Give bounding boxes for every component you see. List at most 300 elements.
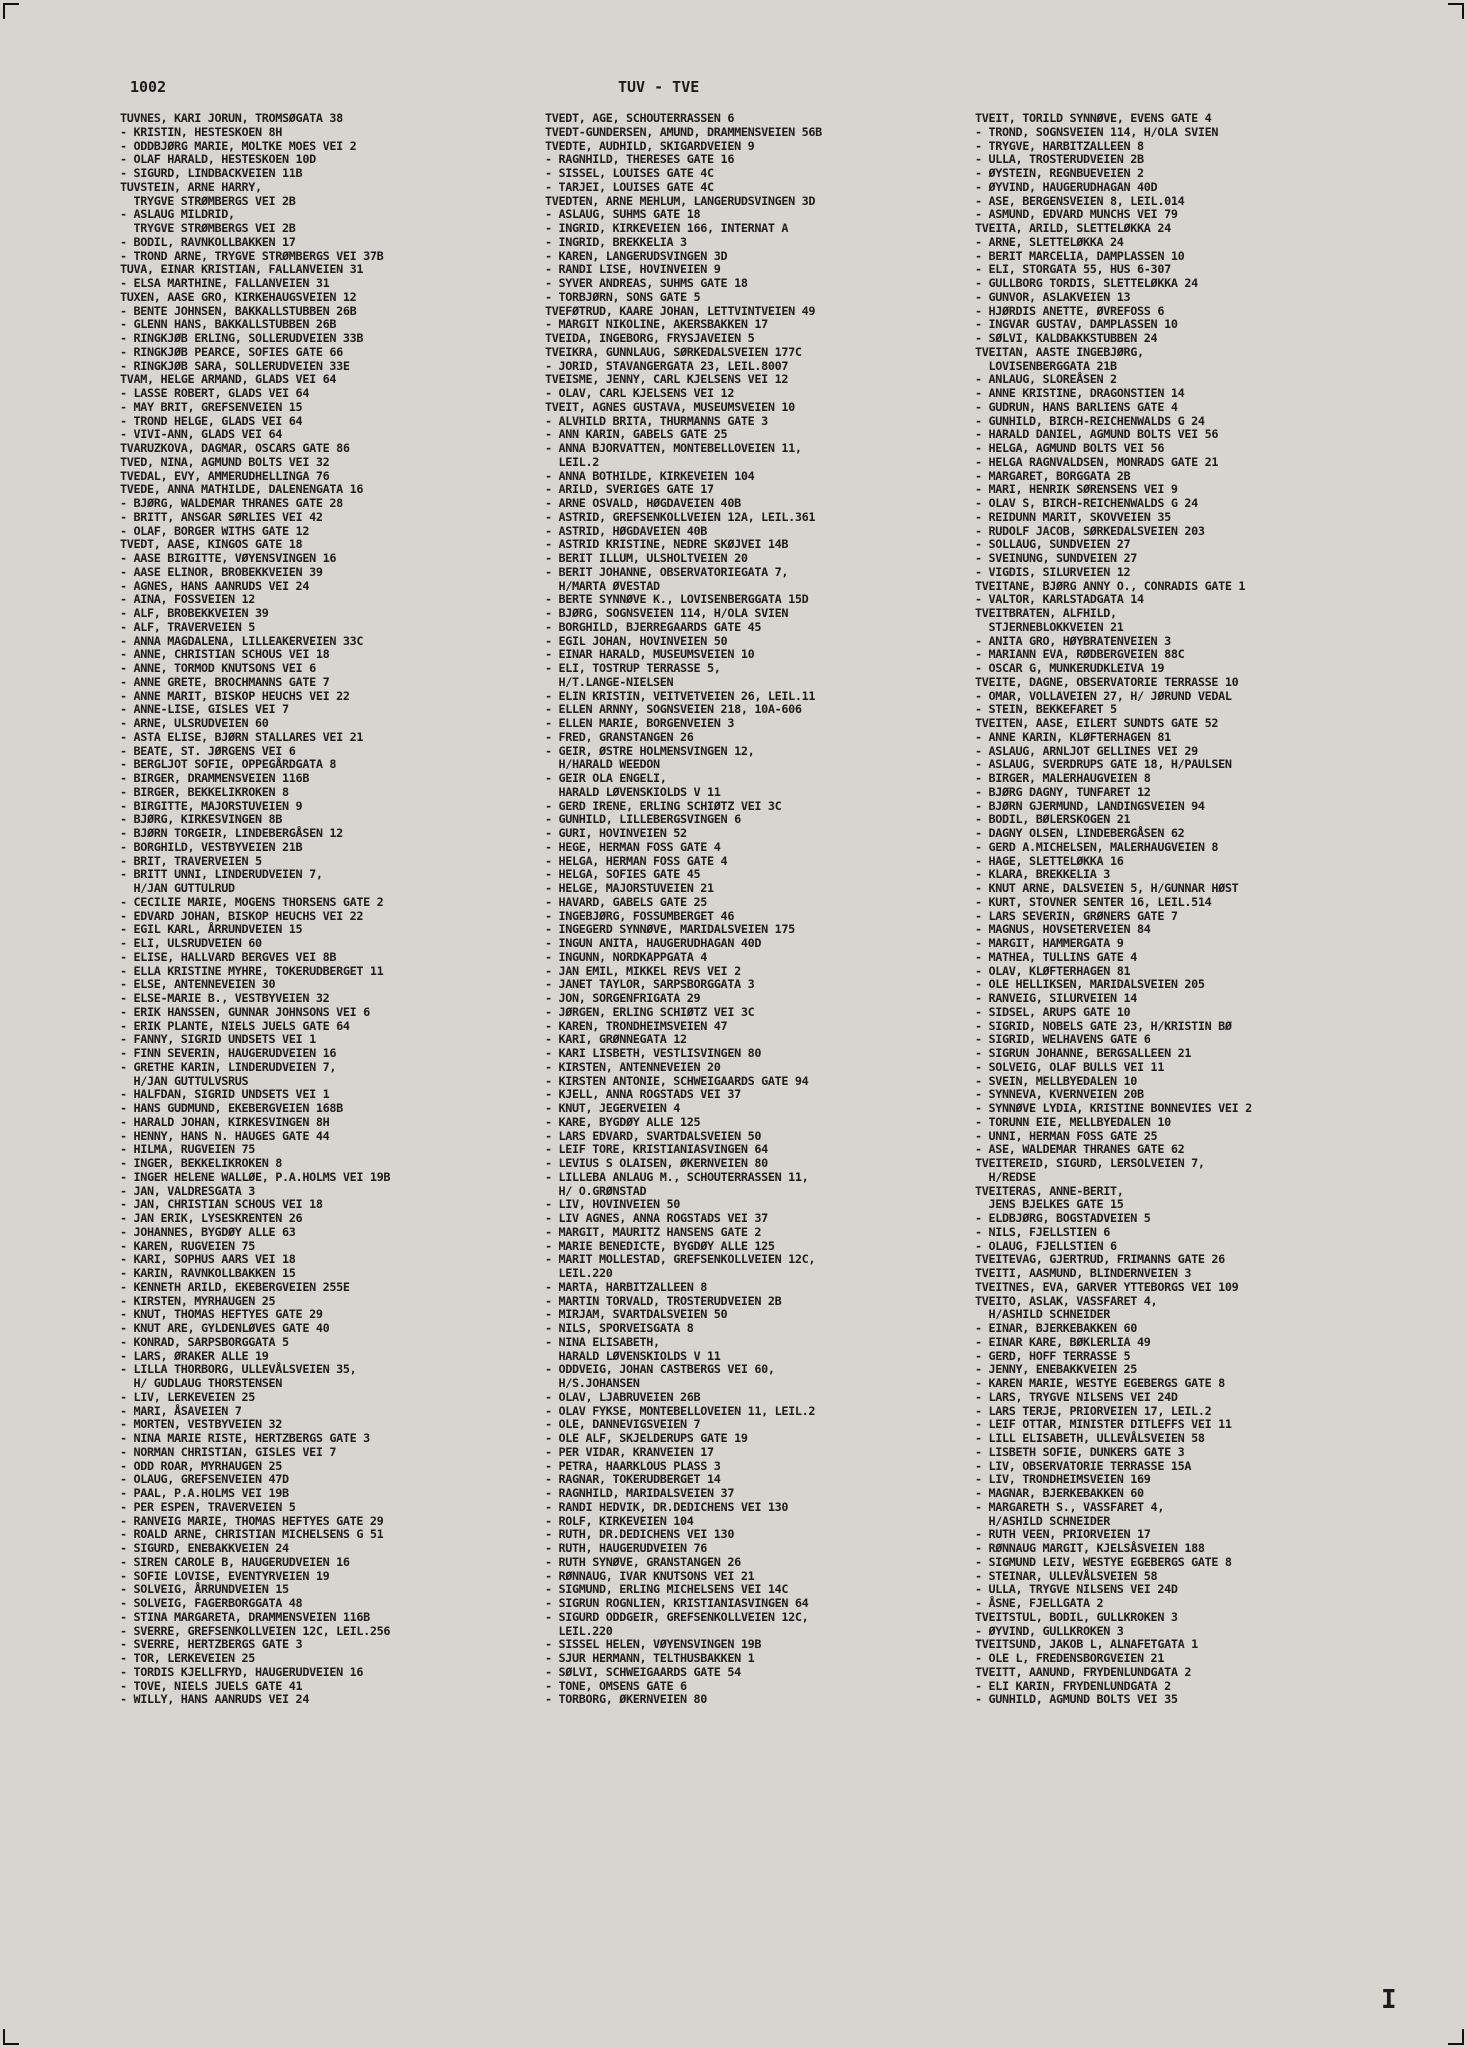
directory-entry: - KARI, SOPHUS AARS VEI 18 bbox=[120, 1252, 296, 1267]
directory-entry: - HELGA, HERMAN FOSS GATE 4 bbox=[545, 853, 728, 868]
directory-entry: - HELGE, MAJORSTUVEIEN 21 bbox=[545, 881, 714, 895]
directory-entry: - BERIT MARCELIA, DAMPLASSEN 10 bbox=[975, 248, 1185, 263]
directory-entry: - OLAV, LJABRUVEIEN 26B bbox=[545, 1389, 701, 1404]
directory-entry: H/ GUDLAUG THORSTENSEN bbox=[120, 1376, 283, 1390]
directory-entry: - ARNE, ULSRUDVEIEN 60 bbox=[120, 716, 269, 730]
directory-entry: - MARGARETH S., VASSFARET 4, bbox=[975, 1499, 1165, 1514]
directory-entry: - HEGE, HERMAN FOSS GATE 4 bbox=[545, 839, 721, 854]
directory-entry: - OLAF HARALD, HESTESKOEN 10D bbox=[120, 152, 316, 167]
directory-entry: - VIGDIS, SILURVEIEN 12 bbox=[975, 564, 1131, 579]
directory-entry: - SYNNØVE LYDIA, KRISTINE BONNEVIES VEI 2 bbox=[975, 1101, 1252, 1115]
directory-entry: - HENNY, HANS N. HAUGES GATE 44 bbox=[120, 1128, 330, 1143]
directory-entry: - HELGA, AGMUND BOLTS VEI 56 bbox=[975, 441, 1165, 455]
directory-entry: - LARS EDVARD, SVARTDALSVEIEN 50 bbox=[545, 1128, 762, 1143]
directory-entry: - GUDRUN, HANS BARLIENS GATE 4 bbox=[975, 399, 1178, 414]
directory-entry: - RAGNHILD, MARIDALSVEIEN 37 bbox=[545, 1486, 735, 1500]
directory-entry: - RINGKJØB ERLING, SOLLERUDVEIEN 33B bbox=[120, 331, 364, 345]
directory-entry: - TORBJØRN, SONS GATE 5 bbox=[545, 289, 701, 304]
directory-entry: - OLAUG, GREFSENVEIEN 47D bbox=[120, 1472, 289, 1487]
directory-entry: - RAGNAR, TOKERUDBERGET 14 bbox=[545, 1472, 721, 1487]
directory-entry: TUXEN, AASE GRO, KIRKEHAUGSVEIEN 12 bbox=[120, 289, 357, 304]
directory-entry: - ELLA KRISTINE MYHRE, TOKERUDBERGET 11 bbox=[120, 963, 384, 978]
directory-entry: - BENTE JOHNSEN, BAKKALLSTUBBEN 26B bbox=[120, 303, 357, 318]
directory-entry: - ROALD ARNE, CHRISTIAN MICHELSENS G 51 bbox=[120, 1527, 384, 1542]
directory-entry: - NORMAN CHRISTIAN, GISLES VEI 7 bbox=[120, 1444, 337, 1459]
directory-entry: TVEDT, AASE, KINGOS GATE 18 bbox=[120, 537, 303, 552]
directory-entry: - NILS, SPORVEISGATA 8 bbox=[545, 1321, 694, 1335]
directory-entry: - ANITA GRO, HØYBRATENVEIEN 3 bbox=[975, 633, 1171, 648]
directory-entry: H/JAN GUTTULRUD bbox=[120, 881, 235, 895]
directory-entry: - NINA ELISABETH, bbox=[545, 1334, 660, 1349]
directory-entry: - SIGURD, ENEBAKKVEIEN 24 bbox=[120, 1541, 289, 1555]
directory-entry: - SIGRUN ROGNLIEN, KRISTIANIASVINGEN 64 bbox=[545, 1596, 809, 1610]
directory-entry: - WILLY, HANS AANRUDS VEI 24 bbox=[120, 1692, 310, 1707]
directory-entry: - BORGHILD, BJERREGAARDS GATE 45 bbox=[545, 619, 762, 634]
directory-entry: - HARALD JOHAN, KIRKESVINGEN 8H bbox=[120, 1114, 330, 1129]
directory-entry: - JAN, CHRISTIAN SCHOUS VEI 18 bbox=[120, 1197, 323, 1212]
directory-entry: TUVNES, KARI JORUN, TROMSØGATA 38 bbox=[120, 111, 343, 125]
directory-entry: TVEITT, AANUND, FRYDENLUNDGATA 2 bbox=[975, 1664, 1192, 1679]
directory-entry: TVEITNES, EVA, GARVER YTTEBORGS VEI 109 bbox=[975, 1279, 1239, 1294]
directory-entry: TVEIT, AGNES GUSTAVA, MUSEUMSVEIEN 10 bbox=[545, 399, 795, 414]
directory-entry: - FRED, GRANSTANGEN 26 bbox=[545, 729, 694, 744]
directory-entry: - SVERRE, GREFSENKOLLVEIEN 12C, LEIL.256 bbox=[120, 1623, 391, 1638]
directory-entry: - ANNE KRISTINE, DRAGONSTIEN 14 bbox=[975, 386, 1185, 400]
directory-entry: - ELI, TOSTRUP TERRASSE 5, bbox=[545, 661, 721, 675]
directory-entry: - BERGLJOT SOFIE, OPPEGÅRDGATA 8 bbox=[120, 757, 337, 772]
directory-entry: - KIRSTEN, ANTENNEVEIEN 20 bbox=[545, 1059, 721, 1074]
directory-entry: - JON, SORGENFRIGATA 29 bbox=[545, 991, 701, 1005]
directory-entry: - SYVER ANDREAS, SUHMS GATE 18 bbox=[545, 276, 748, 290]
directory-entry: - LEIF TORE, KRISTIANIASVINGEN 64 bbox=[545, 1142, 768, 1157]
directory-entry: - RUTH, DR.DEDICHENS VEI 130 bbox=[545, 1527, 735, 1542]
directory-entry: - JENNY, ENEBAKKVEIEN 25 bbox=[975, 1362, 1138, 1377]
directory-entry: - OMAR, VOLLAVEIEN 27, H/ JØRUND VEDAL bbox=[975, 688, 1232, 703]
directory-entry: TVAM, HELGE ARMAND, GLADS VEI 64 bbox=[120, 372, 337, 387]
directory-entry: HARALD LØVENSKIOLDS V 11 bbox=[545, 1348, 721, 1363]
directory-entry: - BIRGER, MALERHAUGVEIEN 8 bbox=[975, 771, 1151, 785]
directory-entry: TVEITEREID, SIGURD, LERSOLVEIEN 7, bbox=[975, 1156, 1205, 1170]
directory-entry: - LIV, LERKEVEIEN 25 bbox=[120, 1389, 256, 1404]
directory-entry: LEIL.220 bbox=[545, 1266, 613, 1280]
directory-entry: - REIDUNN MARIT, SKOVVEIEN 35 bbox=[975, 509, 1171, 524]
directory-entry: - HALFDAN, SIGRID UNDSETS VEI 1 bbox=[120, 1087, 330, 1102]
directory-entry: - ASTRID, HØGDAVEIEN 40B bbox=[545, 523, 708, 538]
directory-entry: - ARNE, SLETTELØKKA 24 bbox=[975, 234, 1124, 249]
directory-entry: - ODDVEIG, JOHAN CASTBERGS VEI 60, bbox=[545, 1362, 775, 1377]
directory-entry: - AGNES, HANS AANRUDS VEI 24 bbox=[120, 578, 310, 593]
directory-entry: - ODDBJØRG MARIE, MOLTKE MOES VEI 2 bbox=[120, 138, 357, 153]
directory-entry: - SOLLAUG, SUNDVEIEN 27 bbox=[975, 537, 1131, 552]
directory-entry: - MARTA, HARBITZALLEEN 8 bbox=[545, 1279, 708, 1294]
directory-entry: - AASE ELINOR, BROBEKKVEIEN 39 bbox=[120, 564, 323, 579]
directory-entry: - ÅSNE, FJELLGATA 2 bbox=[975, 1596, 1104, 1610]
directory-entry: - NINA MARIE RISTE, HERTZBERGS GATE 3 bbox=[120, 1431, 370, 1445]
directory-entry: STJERNEBLOKKVEIEN 21 bbox=[975, 619, 1124, 634]
directory-entry: - MARGIT NIKOLINE, AKERSBAKKEN 17 bbox=[545, 317, 768, 332]
directory-entry: - CECILIE MARIE, MOGENS THORSENS GATE 2 bbox=[120, 894, 384, 909]
directory-entry: - SIGURD ODDGEIR, GREFSENKOLLVEIEN 12C, bbox=[545, 1609, 809, 1624]
directory-entry: - HAVARD, GABELS GATE 25 bbox=[545, 894, 708, 909]
directory-entry: - ELSE-MARIE B., VESTBYVEIEN 32 bbox=[120, 991, 330, 1005]
directory-entry: - STEIN, BEKKEFARET 5 bbox=[975, 702, 1117, 717]
directory-entry: - GUNHILD, LILLEBERGSVINGEN 6 bbox=[545, 812, 741, 827]
directory-entry: - MARGARET, BORGGATA 2B bbox=[975, 468, 1131, 483]
page-number: 1002 bbox=[130, 78, 167, 96]
directory-entry: - HELGA RAGNVALDSEN, MONRADS GATE 21 bbox=[975, 454, 1219, 469]
directory-entry: - INGER HELENE WALLØE, P.A.HOLMS VEI 19B bbox=[120, 1169, 391, 1184]
directory-entry: - ASLAUG, SUHMS GATE 18 bbox=[545, 207, 701, 222]
directory-entry: - LILL ELISABETH, ULLEVÅLSVEIEN 58 bbox=[975, 1431, 1205, 1445]
directory-entry: - TORDIS KJELLFRYD, HAUGERUDVEIEN 16 bbox=[120, 1664, 364, 1679]
directory-entry: - TROND HELGE, GLADS VEI 64 bbox=[120, 413, 303, 428]
directory-entry: - MARGIT, MAURITZ HANSENS GATE 2 bbox=[545, 1224, 762, 1239]
directory-entry: - TROND, SOGNSVEIEN 114, H/OLA SVIEN bbox=[975, 124, 1219, 139]
directory-entry: - SOFIE LOVISE, EVENTYRVEIEN 19 bbox=[120, 1568, 330, 1583]
directory-entry: - BRITT, ANSGAR SØRLIES VEI 42 bbox=[120, 509, 323, 524]
directory-entry: LOVISENBERGGATA 21B bbox=[975, 358, 1117, 373]
directory-entry: - VALTOR, KARLSTADGATA 14 bbox=[975, 592, 1144, 607]
directory-entry: - GEIR OLA ENGELI, bbox=[545, 771, 667, 785]
directory-entry: TVEITAN, AASTE INGEBJØRG, bbox=[975, 344, 1144, 359]
directory-entry: - BIRGITTE, MAJORSTUVEIEN 9 bbox=[120, 798, 303, 813]
directory-entry: TVEITEN, AASE, EILERT SUNDTS GATE 52 bbox=[975, 716, 1219, 730]
directory-entry: - JØRGEN, ERLING SCHIØTZ VEI 3C bbox=[545, 1004, 755, 1019]
directory-entry: TVEITO, ASLAK, VASSFARET 4, bbox=[975, 1293, 1158, 1308]
directory-entry: - KARI, GRØNNEGATA 12 bbox=[545, 1032, 687, 1047]
directory-entry: - GULLBORG TORDIS, SLETTELØKKA 24 bbox=[975, 276, 1198, 290]
directory-entry: - KARE, BYGDØY ALLE 125 bbox=[545, 1114, 701, 1129]
directory-entry: - KLARA, BREKKELIA 3 bbox=[975, 867, 1111, 882]
directory-entry: - GEIR, ØSTRE HOLMENSVINGEN 12, bbox=[545, 743, 755, 758]
directory-entry: - RANDI LISE, HOVINVEIEN 9 bbox=[545, 262, 721, 277]
directory-entry: TVEIKRA, GUNNLAUG, SØRKEDALSVEIEN 177C bbox=[545, 344, 802, 359]
directory-entry: - RANVEIG MARIE, THOMAS HEFTYES GATE 29 bbox=[120, 1513, 384, 1528]
directory-entry: - ELSA MARTHINE, FALLANVEIEN 31 bbox=[120, 276, 330, 290]
directory-entry: LEIL.220 bbox=[545, 1623, 613, 1638]
directory-entry: - SIGMUND, ERLING MICHELSENS VEI 14C bbox=[545, 1582, 789, 1597]
directory-entry: - KAREN, TRONDHEIMSVEIEN 47 bbox=[545, 1018, 728, 1033]
directory-entry: - UNNI, HERMAN FOSS GATE 25 bbox=[975, 1128, 1158, 1143]
directory-entry: - ELIN KRISTIN, VEITVETVEIEN 26, LEIL.11 bbox=[545, 688, 816, 703]
directory-entry: TVEDTEN, ARNE MEHLUM, LANGERUDSVINGEN 3D bbox=[545, 193, 816, 208]
directory-entry: - BODIL, BØLERSKOGEN 21 bbox=[975, 812, 1131, 827]
directory-entry: - RUTH VEEN, PRIORVEIEN 17 bbox=[975, 1527, 1151, 1542]
directory-entry: - PETRA, HAARKLOUS PLASS 3 bbox=[545, 1458, 721, 1473]
directory-entry: H/HARALD WEEDON bbox=[545, 757, 660, 772]
directory-entry: - INGEGERD SYNNØVE, MARIDALSVEIEN 175 bbox=[545, 922, 795, 937]
directory-entry: - KNUT ARNE, DALSVEIEN 5, H/GUNNAR HØST bbox=[975, 881, 1239, 895]
directory-entry: - KONRAD, SARPSBORGGATA 5 bbox=[120, 1334, 289, 1349]
directory-entry: - SVERRE, HERTZBERGS GATE 3 bbox=[120, 1637, 303, 1652]
directory-entry: - RANDI HEDVIK, DR.DEDICHENS VEI 130 bbox=[545, 1499, 789, 1514]
directory-entry: - LARS SEVERIN, GRØNERS GATE 7 bbox=[975, 908, 1178, 923]
directory-entry: - OLE, DANNEVIGSVEIEN 7 bbox=[545, 1417, 701, 1432]
directory-entry: - HILMA, RUGVEIEN 75 bbox=[120, 1142, 256, 1157]
directory-entry: - ANNA BOTHILDE, KIRKEVEIEN 104 bbox=[545, 468, 755, 483]
directory-entry: - ARILD, SVERIGES GATE 17 bbox=[545, 482, 714, 497]
directory-entry: TRYGVE STRØMBERGS VEI 2B bbox=[120, 221, 296, 235]
directory-entry: - RINGKJØB PEARCE, SOFIES GATE 66 bbox=[120, 344, 343, 359]
directory-entry: - PER ESPEN, TRAVERVEIEN 5 bbox=[120, 1499, 296, 1514]
directory-entry: - TORBORG, ØKERNVEIEN 80 bbox=[545, 1692, 708, 1707]
directory-entry: TVEITANE, BJØRG ANNY O., CONRADIS GATE 1 bbox=[975, 578, 1246, 593]
directory-entry: - SISSEL HELEN, VØYENSVINGEN 19B bbox=[545, 1637, 762, 1652]
directory-column-1 bbox=[120, 112, 540, 1707]
directory-entry: - TOR, LERKEVEIEN 25 bbox=[120, 1651, 256, 1665]
directory-entry: TVEISME, JENNY, CARL KJELSENS VEI 12 bbox=[545, 372, 789, 387]
directory-entry: - BERTE SYNNØVE K., LOVISENBERGGATA 15D bbox=[545, 592, 809, 607]
directory-entry: - LARS, ØRAKER ALLE 19 bbox=[120, 1348, 269, 1363]
directory-entry: TVEITSUND, JAKOB L, ALNAFETGATA 1 bbox=[975, 1637, 1198, 1652]
directory-entry: - HAGE, SLETTELØKKA 16 bbox=[975, 853, 1124, 868]
directory-entry: - GLENN HANS, BAKKALLSTUBBEN 26B bbox=[120, 317, 337, 332]
directory-entry: - LASSE ROBERT, GLADS VEI 64 bbox=[120, 386, 310, 400]
directory-entry: - SIGURD, LINDBACKVEIEN 11B bbox=[120, 166, 303, 180]
directory-entry: - SVEIN, MELLBYEDALEN 10 bbox=[975, 1073, 1138, 1088]
directory-entry: - LIV, TRONDHEIMSVEIEN 169 bbox=[975, 1472, 1151, 1487]
directory-entry: - INGER, BEKKELIKROKEN 8 bbox=[120, 1156, 283, 1170]
directory-entry: - BJØRN TORGEIR, LINDEBERGÅSEN 12 bbox=[120, 826, 343, 840]
directory-entry: - SIGRUN JOHANNE, BERGSALLEEN 21 bbox=[975, 1046, 1192, 1060]
directory-entry: - KNUT ARE, GYLDENLØVES GATE 40 bbox=[120, 1321, 330, 1335]
directory-entry: - ANNE, TORMOD KNUTSONS VEI 6 bbox=[120, 661, 316, 675]
directory-entry: - MARIT MOLLESTAD, GREFSENKOLLVEIEN 12C, bbox=[545, 1252, 816, 1267]
directory-entry: - EINAR KARE, BØKLERLIA 49 bbox=[975, 1334, 1151, 1349]
directory-entry: TVEITERAS, ANNE-BERIT, bbox=[975, 1183, 1124, 1198]
directory-entry: - GURI, HOVINVEIEN 52 bbox=[545, 826, 687, 840]
directory-entry: TVEITI, AASMUND, BLINDERNVEIEN 3 bbox=[975, 1266, 1192, 1280]
directory-entry: TVEDAL, EVY, AMMERUDHELLINGA 76 bbox=[120, 468, 330, 483]
directory-entry: - SOLVEIG, OLAF BULLS VEI 11 bbox=[975, 1059, 1165, 1074]
directory-entry: - SIGMUND LEIV, WESTYE EGEBERGS GATE 8 bbox=[975, 1554, 1232, 1569]
directory-entry: - MARI, ÅSAVEIEN 7 bbox=[120, 1403, 242, 1418]
directory-entry: - MARI, HENRIK SØRENSENS VEI 9 bbox=[975, 482, 1178, 497]
directory-entry: - OLE L, FREDENSBORGVEIEN 21 bbox=[975, 1651, 1165, 1665]
directory-entry: - KRISTIN, HESTESKOEN 8H bbox=[120, 124, 283, 139]
directory-entry: - TOVE, NIELS JUELS GATE 41 bbox=[120, 1678, 303, 1693]
directory-entry: - SOLVEIG, FAGERBORGGATA 48 bbox=[120, 1596, 303, 1610]
directory-entry: - HJØRDIS ANETTE, ØVREFOSS 6 bbox=[975, 303, 1165, 318]
directory-entry: - RUDOLF JACOB, SØRKEDALSVEIEN 203 bbox=[975, 523, 1205, 538]
directory-entry: - MARIANN EVA, RØDBERGVEIEN 88C bbox=[975, 647, 1185, 662]
directory-entry: - ERIK HANSSEN, GUNNAR JOHNSONS VEI 6 bbox=[120, 1004, 370, 1019]
directory-entry: - ALF, TRAVERVEIEN 5 bbox=[120, 619, 256, 634]
directory-entry: - ULLA, TROSTERUDVEIEN 2B bbox=[975, 152, 1144, 167]
directory-entry: - ANNE GRETE, BROCHMANNS GATE 7 bbox=[120, 674, 330, 689]
directory-entry: - INGUNN, NORDKAPPGATA 4 bbox=[545, 949, 708, 964]
directory-entry: - LIV, OBSERVATORIE TERRASSE 15A bbox=[975, 1458, 1192, 1473]
directory-entry: - GERD A.MICHELSEN, MALERHAUGVEIEN 8 bbox=[975, 839, 1219, 854]
directory-column-3 bbox=[975, 112, 1395, 1707]
directory-entry: - ELSE, ANTENNEVEIEN 30 bbox=[120, 977, 276, 992]
directory-entry: - SIGRID, NOBELS GATE 23, H/KRISTIN BØ bbox=[975, 1018, 1232, 1033]
directory-entry: - SVEINUNG, SUNDVEIEN 27 bbox=[975, 551, 1138, 565]
directory-entry: - KARI LISBETH, VESTLISVINGEN 80 bbox=[545, 1046, 762, 1060]
directory-entry: - MORTEN, VESTBYVEIEN 32 bbox=[120, 1417, 283, 1432]
directory-entry: - VIVI-ANN, GLADS VEI 64 bbox=[120, 427, 283, 442]
directory-entry: - RØNNAUG MARGIT, KJELSÅSVEIEN 188 bbox=[975, 1541, 1205, 1555]
directory-entry: - KNUT, THOMAS HEFTYES GATE 29 bbox=[120, 1307, 323, 1322]
directory-entry: - GERD IRENE, ERLING SCHIØTZ VEI 3C bbox=[545, 798, 782, 813]
directory-entry: - OLAF, BORGER WITHS GATE 12 bbox=[120, 523, 310, 538]
directory-entry: TVARUZKOVA, DAGMAR, OSCARS GATE 86 bbox=[120, 441, 350, 455]
directory-entry: - EINAR, BJERKEBAKKEN 60 bbox=[975, 1321, 1138, 1335]
directory-entry: TVEITSTUL, BODIL, GULLKROKEN 3 bbox=[975, 1609, 1178, 1624]
directory-entry: - LIV, HOVINVEIEN 50 bbox=[545, 1197, 681, 1212]
directory-entry: - INGUN ANITA, HAUGERUDHAGAN 40D bbox=[545, 936, 762, 950]
page-range-title: TUV - TVE bbox=[618, 78, 700, 96]
directory-entry: - ELLEN MARIE, BORGENVEIEN 3 bbox=[545, 716, 735, 730]
directory-entry: - HELGA, SOFIES GATE 45 bbox=[545, 867, 701, 882]
directory-entry: - ASE, BERGENSVEIEN 8, LEIL.014 bbox=[975, 193, 1185, 208]
directory-entry: TVEDTE, AUDHILD, SKIGARDVEIEN 9 bbox=[545, 138, 755, 153]
registration-mark bbox=[3, 3, 19, 19]
directory-entry: - ASLAUG MILDRID, bbox=[120, 207, 235, 222]
directory-entry: - SYNNEVA, KVERNVEIEN 20B bbox=[975, 1087, 1144, 1102]
directory-entry: TVEITE, DAGNE, OBSERVATORIE TERRASSE 10 bbox=[975, 674, 1239, 689]
directory-entry: TVED, NINA, AGMUND BOLTS VEI 32 bbox=[120, 454, 330, 469]
directory-entry: - KENNETH ARILD, EKEBERGVEIEN 255E bbox=[120, 1279, 350, 1294]
page-header bbox=[130, 78, 1337, 98]
directory-entry: - JANET TAYLOR, SARPSBORGGATA 3 bbox=[545, 977, 755, 992]
directory-entry: TUVSTEIN, ARNE HARRY, bbox=[120, 179, 262, 194]
directory-entry: TVEFØTRUD, KAARE JOHAN, LETTVINTVEIEN 49 bbox=[545, 303, 816, 318]
directory-entry: - ANNE, CHRISTIAN SCHOUS VEI 18 bbox=[120, 647, 330, 662]
directory-entry: - ASLAUG, ARNLJOT GELLINES VEI 29 bbox=[975, 743, 1198, 758]
directory-entry: - EINAR HARALD, MUSEUMSVEIEN 10 bbox=[545, 647, 755, 662]
directory-entry: - ASMUND, EDVARD MUNCHS VEI 79 bbox=[975, 207, 1178, 222]
directory-entry: - ANNA MAGDALENA, LILLEAKERVEIEN 33C bbox=[120, 633, 364, 648]
directory-entry: - AASE BIRGITTE, VØYENSVINGEN 16 bbox=[120, 551, 337, 565]
directory-entry: - TARJEI, LOUISES GATE 4C bbox=[545, 179, 714, 194]
directory-entry: - NILS, FJELLSTIEN 6 bbox=[975, 1224, 1111, 1239]
directory-entry: LEIL.2 bbox=[545, 454, 600, 469]
directory-entry: - RUTH SYNØVE, GRANSTANGEN 26 bbox=[545, 1554, 741, 1569]
directory-entry: - MAY BRIT, GREFSENVEIEN 15 bbox=[120, 399, 303, 414]
directory-entry: H/REDSE bbox=[975, 1169, 1036, 1184]
directory-entry: - ALF, BROBEKKVEIEN 39 bbox=[120, 606, 269, 620]
directory-entry: - ULLA, TRYGVE NILSENS VEI 24D bbox=[975, 1582, 1178, 1597]
directory-entry: - JAN EMIL, MIKKEL REVS VEI 2 bbox=[545, 963, 741, 978]
directory-entry: - GUNHILD, AGMUND BOLTS VEI 35 bbox=[975, 1692, 1178, 1707]
directory-entry: - ANN KARIN, GABELS GATE 25 bbox=[545, 427, 728, 442]
directory-entry: - JAN, VALDRESGATA 3 bbox=[120, 1183, 256, 1198]
directory-entry: - KAREN, RUGVEIEN 75 bbox=[120, 1238, 256, 1253]
directory-entry: - HARALD DANIEL, AGMUND BOLTS VEI 56 bbox=[975, 427, 1219, 442]
directory-entry: - BJØRG, WALDEMAR THRANES GATE 28 bbox=[120, 496, 343, 510]
directory-entry: TVEDE, ANNA MATHILDE, DALENENGATA 16 bbox=[120, 482, 364, 497]
directory-entry: - OLAV, CARL KJELSENS VEI 12 bbox=[545, 386, 735, 400]
directory-entry: - OLAUG, FJELLSTIEN 6 bbox=[975, 1238, 1117, 1253]
directory-entry: - OLAV FYKSE, MONTEBELLOVEIEN 11, LEIL.2 bbox=[545, 1403, 816, 1418]
directory-entry: - ØYSTEIN, REGNBUEVEIEN 2 bbox=[975, 166, 1144, 180]
directory-entry: - AINA, FOSSVEIEN 12 bbox=[120, 592, 256, 607]
directory-entry: - KIRSTEN ANTONIE, SCHWEIGAARDS GATE 94 bbox=[545, 1073, 809, 1088]
directory-entry: - KAREN, LANGERUDSVINGEN 3D bbox=[545, 248, 728, 263]
directory-entry: - OLAV S, BIRCH-REICHENWALDS G 24 bbox=[975, 496, 1198, 510]
directory-entry: - PER VIDAR, KRANVEIEN 17 bbox=[545, 1444, 714, 1459]
directory-entry: H/ASHILD SCHNEIDER bbox=[975, 1307, 1111, 1322]
registration-mark bbox=[3, 2029, 19, 2045]
directory-entry: - SIREN CAROLE B, HAUGERUDVEIEN 16 bbox=[120, 1554, 350, 1569]
directory-entry: - DAGNY OLSEN, LINDEBERGÅSEN 62 bbox=[975, 826, 1185, 840]
directory-entry: - ARNE OSVALD, HØGDAVEIEN 40B bbox=[545, 496, 741, 510]
directory-entry: - LARS, TRYGVE NILSENS VEI 24D bbox=[975, 1389, 1178, 1404]
directory-entry: - GUNHILD, BIRCH-REICHENWALDS G 24 bbox=[975, 413, 1205, 428]
directory-column-2 bbox=[545, 112, 965, 1707]
directory-entry: TVEDT-GUNDERSEN, AMUND, DRAMMENSVEIEN 56B bbox=[545, 124, 822, 139]
directory-entry: - JOHANNES, BYGDØY ALLE 63 bbox=[120, 1224, 296, 1239]
directory-entry: - ELLEN ARNNY, SOGNSVEIEN 218, 10A-606 bbox=[545, 702, 802, 717]
directory-entry: - ANLAUG, SLOREÅSEN 2 bbox=[975, 372, 1117, 387]
directory-entry: - ELDBJØRG, BOGSTADVEIEN 5 bbox=[975, 1211, 1151, 1225]
directory-entry: - ASE, WALDEMAR THRANES GATE 62 bbox=[975, 1142, 1185, 1157]
directory-entry: H/MARTA ØVESTAD bbox=[545, 578, 660, 593]
directory-entry: TUVA, EINAR KRISTIAN, FALLANVEIEN 31 bbox=[120, 262, 364, 277]
directory-entry: - TONE, OMSENS GATE 6 bbox=[545, 1678, 687, 1693]
directory-entry: - INGRID, BREKKELIA 3 bbox=[545, 234, 687, 249]
directory-entry: - ERIK PLANTE, NIELS JUELS GATE 64 bbox=[120, 1018, 350, 1033]
directory-entry: JENS BJELKES GATE 15 bbox=[975, 1197, 1124, 1212]
directory-entry: TVEITA, ARILD, SLETTELØKKA 24 bbox=[975, 221, 1171, 235]
directory-entry: - LIV AGNES, ANNA ROGSTADS VEI 37 bbox=[545, 1211, 768, 1225]
directory-entry: - KNUT, JEGERVEIEN 4 bbox=[545, 1101, 681, 1115]
directory-entry: - BRITT UNNI, LINDERUDVEIEN 7, bbox=[120, 867, 323, 882]
directory-entry: - ROLF, KIRKEVEIEN 104 bbox=[545, 1513, 694, 1528]
directory-entry: - SISSEL, LOUISES GATE 4C bbox=[545, 166, 714, 180]
directory-entry: - ELI, STORGATA 55, HUS 6-307 bbox=[975, 262, 1171, 277]
registration-mark bbox=[1448, 2029, 1464, 2045]
directory-entry: TVEITEVAG, GJERTRUD, FRIMANNS GATE 26 bbox=[975, 1252, 1225, 1267]
directory-entry: - LISBETH SOFIE, DUNKERS GATE 3 bbox=[975, 1444, 1185, 1459]
directory-entry: - SIDSEL, ARUPS GATE 10 bbox=[975, 1004, 1131, 1019]
directory-entry: - BODIL, RAVNKOLLBAKKEN 17 bbox=[120, 234, 296, 249]
directory-entry: - BIRGER, DRAMMENSVEIEN 116B bbox=[120, 771, 310, 785]
directory-entry: - BJØRG, SOGNSVEIEN 114, H/OLA SVIEN bbox=[545, 606, 789, 620]
directory-entry: - ASTRID KRISTINE, NEDRE SKØJVEI 14B bbox=[545, 537, 789, 552]
directory-entry: H/JAN GUTTULVSRUS bbox=[120, 1073, 249, 1088]
directory-entry: - STINA MARGARETA, DRAMMENSVEIEN 116B bbox=[120, 1609, 370, 1624]
directory-entry: - ELI KARIN, FRYDENLUNDGATA 2 bbox=[975, 1678, 1171, 1693]
directory-entry: - JAN ERIK, LYSESKRENTEN 26 bbox=[120, 1211, 303, 1225]
directory-entry: - ØYVIND, GULLKROKEN 3 bbox=[975, 1623, 1124, 1638]
directory-entry: - ELISE, HALLVARD BERGVES VEI 8B bbox=[120, 949, 337, 964]
directory-entry: - RINGKJØB SARA, SOLLERUDVEIEN 33E bbox=[120, 358, 350, 373]
directory-entry: - JORID, STAVANGERGATA 23, LEIL.8007 bbox=[545, 358, 789, 373]
directory-entry: - INGEBJØRG, FOSSUMBERGET 46 bbox=[545, 908, 735, 923]
directory-entry: - INGRID, KIRKEVEIEN 166, INTERNAT A bbox=[545, 221, 789, 235]
directory-entry: HARALD LØVENSKIOLDS V 11 bbox=[545, 784, 721, 799]
directory-entry: - MAGNUS, HOVSETERVEIEN 84 bbox=[975, 922, 1151, 937]
directory-entry: - SIGRID, WELHAVENS GATE 6 bbox=[975, 1032, 1151, 1047]
directory-entry: - BEATE, ST. JØRGENS VEI 6 bbox=[120, 743, 296, 758]
directory-entry: - RANVEIG, SILURVEIEN 14 bbox=[975, 991, 1138, 1005]
directory-entry: H/ O.GRØNSTAD bbox=[545, 1183, 647, 1198]
directory-entry: - RØNNAUG, IVAR KNUTSONS VEI 21 bbox=[545, 1568, 755, 1583]
directory-entry: - KARIN, RAVNKOLLBAKKEN 15 bbox=[120, 1266, 296, 1280]
directory-entry: - LILLA THORBORG, ULLEVÅLSVEIEN 35, bbox=[120, 1362, 357, 1377]
directory-entry: H/S.JOHANSEN bbox=[545, 1376, 640, 1390]
directory-entry: - ASTA ELISE, BJØRN STALLARES VEI 21 bbox=[120, 729, 364, 744]
directory-entry: - PAAL, P.A.HOLMS VEI 19B bbox=[120, 1486, 289, 1500]
directory-entry: - MARGIT, HAMMERGATA 9 bbox=[975, 936, 1124, 950]
directory-entry: - BRIT, TRAVERVEIEN 5 bbox=[120, 853, 262, 868]
registration-mark bbox=[1448, 3, 1464, 19]
directory-entry: - EDVARD JOHAN, BISKOP HEUCHS VEI 22 bbox=[120, 908, 364, 923]
directory-entry: - OLE ALF, SKJELDERUPS GATE 19 bbox=[545, 1431, 748, 1445]
directory-entry: - FINN SEVERIN, HAUGERUDVEIEN 16 bbox=[120, 1046, 337, 1060]
